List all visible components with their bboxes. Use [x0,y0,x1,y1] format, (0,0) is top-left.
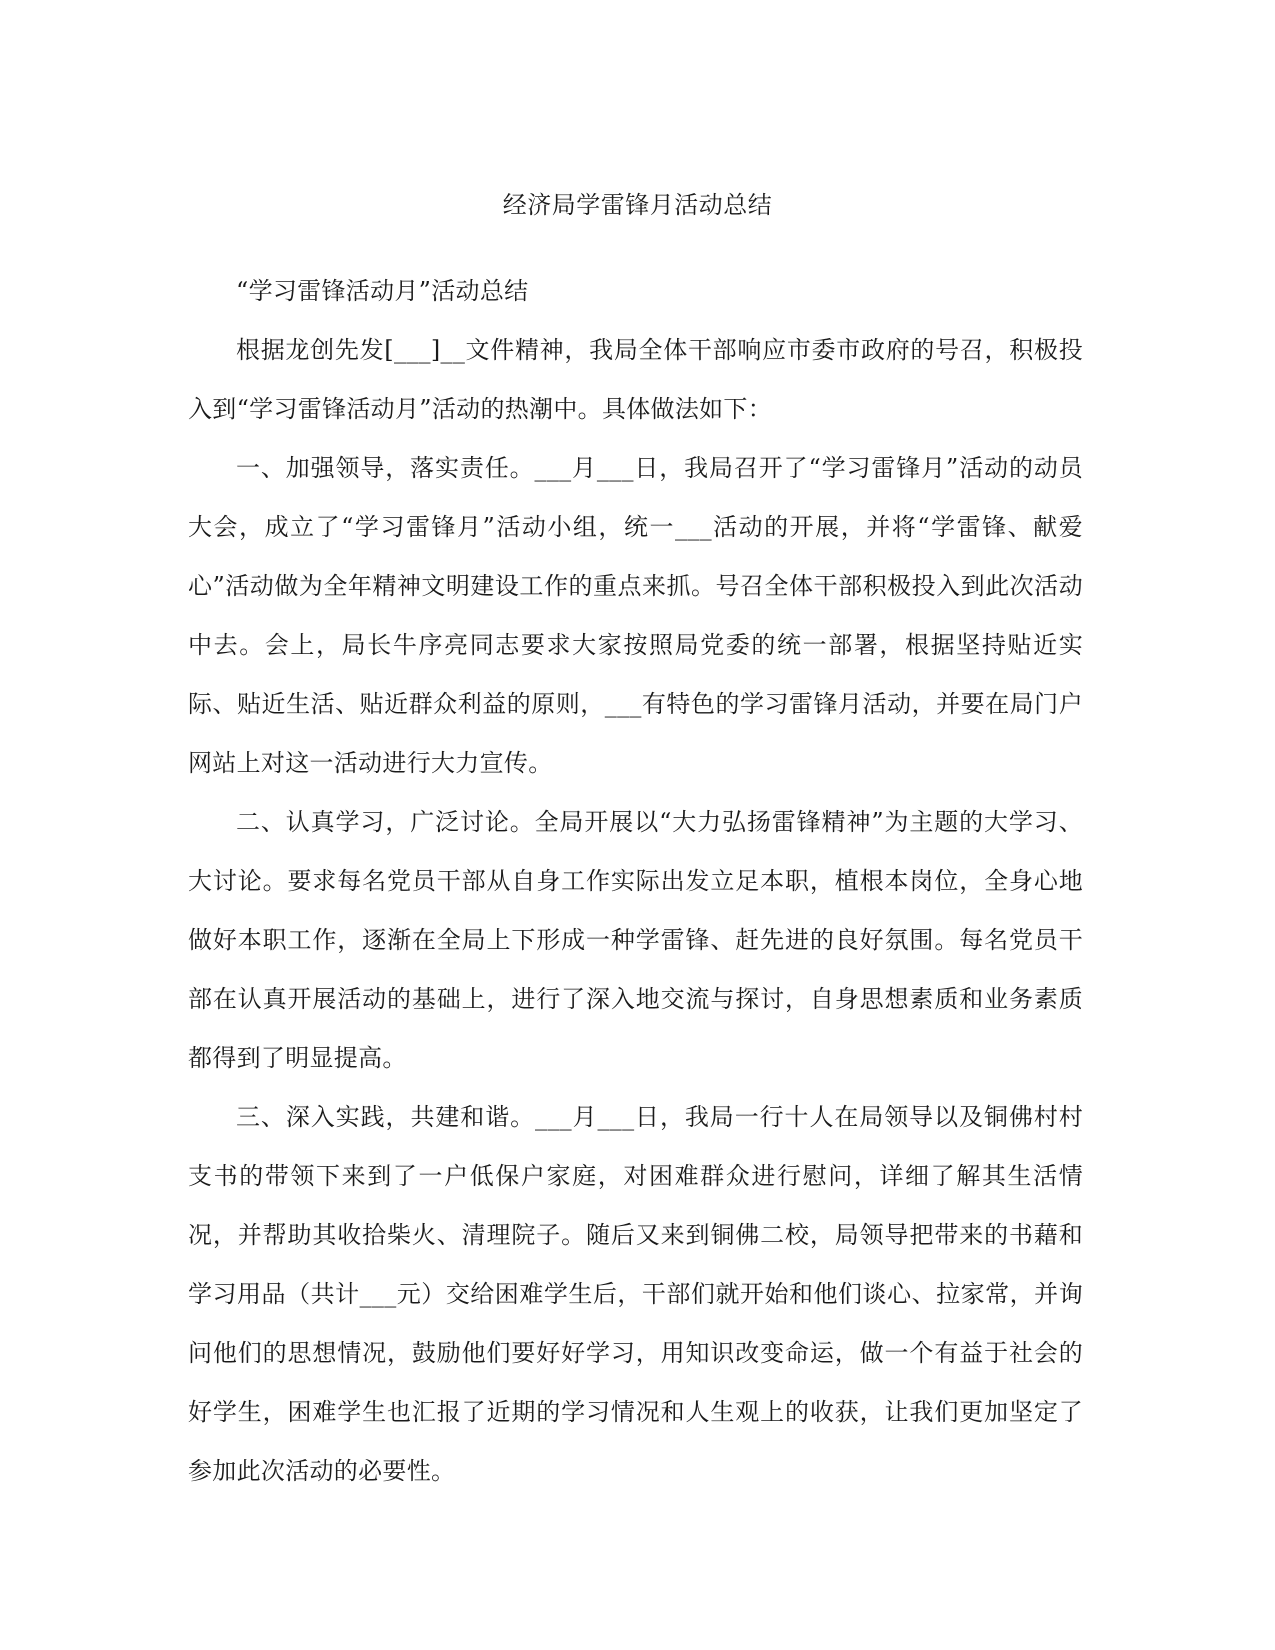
document-subtitle: “学习雷锋活动月”活动总结 [236,277,529,305]
paragraph-section-3: 三、深入实践，共建和谐。___月___日，我局一行十人在局领导以及铜佛村村支书的带领下来到了一户低保户家庭，对困难群众进行慰问，详细了解其生活情况，并帮助其收拾柴火、清理院子。随后又来到铜佛二校，局领导把带来的书藉和学习用品（共计___元）交给困难学生后，干部们就开始和他们谈心、拉家常，并询问他们的思想情况，鼓励他们要好好学习，用知识改变命运，做一个有益于社会的好学生，困难学生也汇报了近期的学习情况和人生观上的收获，让我们更加坚定了参加此次活动的必要性。 [188,1103,1083,1485]
document-body [188,262,1083,1501]
document-title: 经济局学雷锋月活动总结 [502,191,773,219]
paragraph-section-2: 二、认真学习，广泛讨论。全局开展以“大力弘扬雷锋精神”为主题的大学习、大讨论。要求每名党员干部从自身工作实际出发立足本职，植根本岗位，全身心地做好本职工作，逐渐在全局上下形成一种学雷锋、赶先进的良好氛围。每名党员干部在认真开展活动的基础上，进行了深入地交流与探讨，自身思想素质和业务素质都得到了明显提高。 [188,808,1083,1072]
paragraph-intro: 根据龙创先发[___]__文件精神，我局全体干部响应市委市政府的号召，积极投入到“学习雷锋活动月”活动的热潮中。具体做法如下： [188,336,1083,423]
paragraph-section-1: 一、加强领导，落实责任。___月___日，我局召开了“学习雷锋月”活动的动员大会，成立了“学习雷锋月”活动小组，统一___活动的开展，并将“学雷锋、献爱心”活动做为全年精神文明建设工作的重点来抓。号召全体干部积极投入到此次活动中去。会上，局长牛序亮同志要求大家按照局党委的统一部署，根据坚持贴近实际、贴近生活、贴近群众利益的原则，___有特色的学习雷锋月活动，并要在局门户网站上对这一活动进行大力宣传。 [188,454,1083,777]
